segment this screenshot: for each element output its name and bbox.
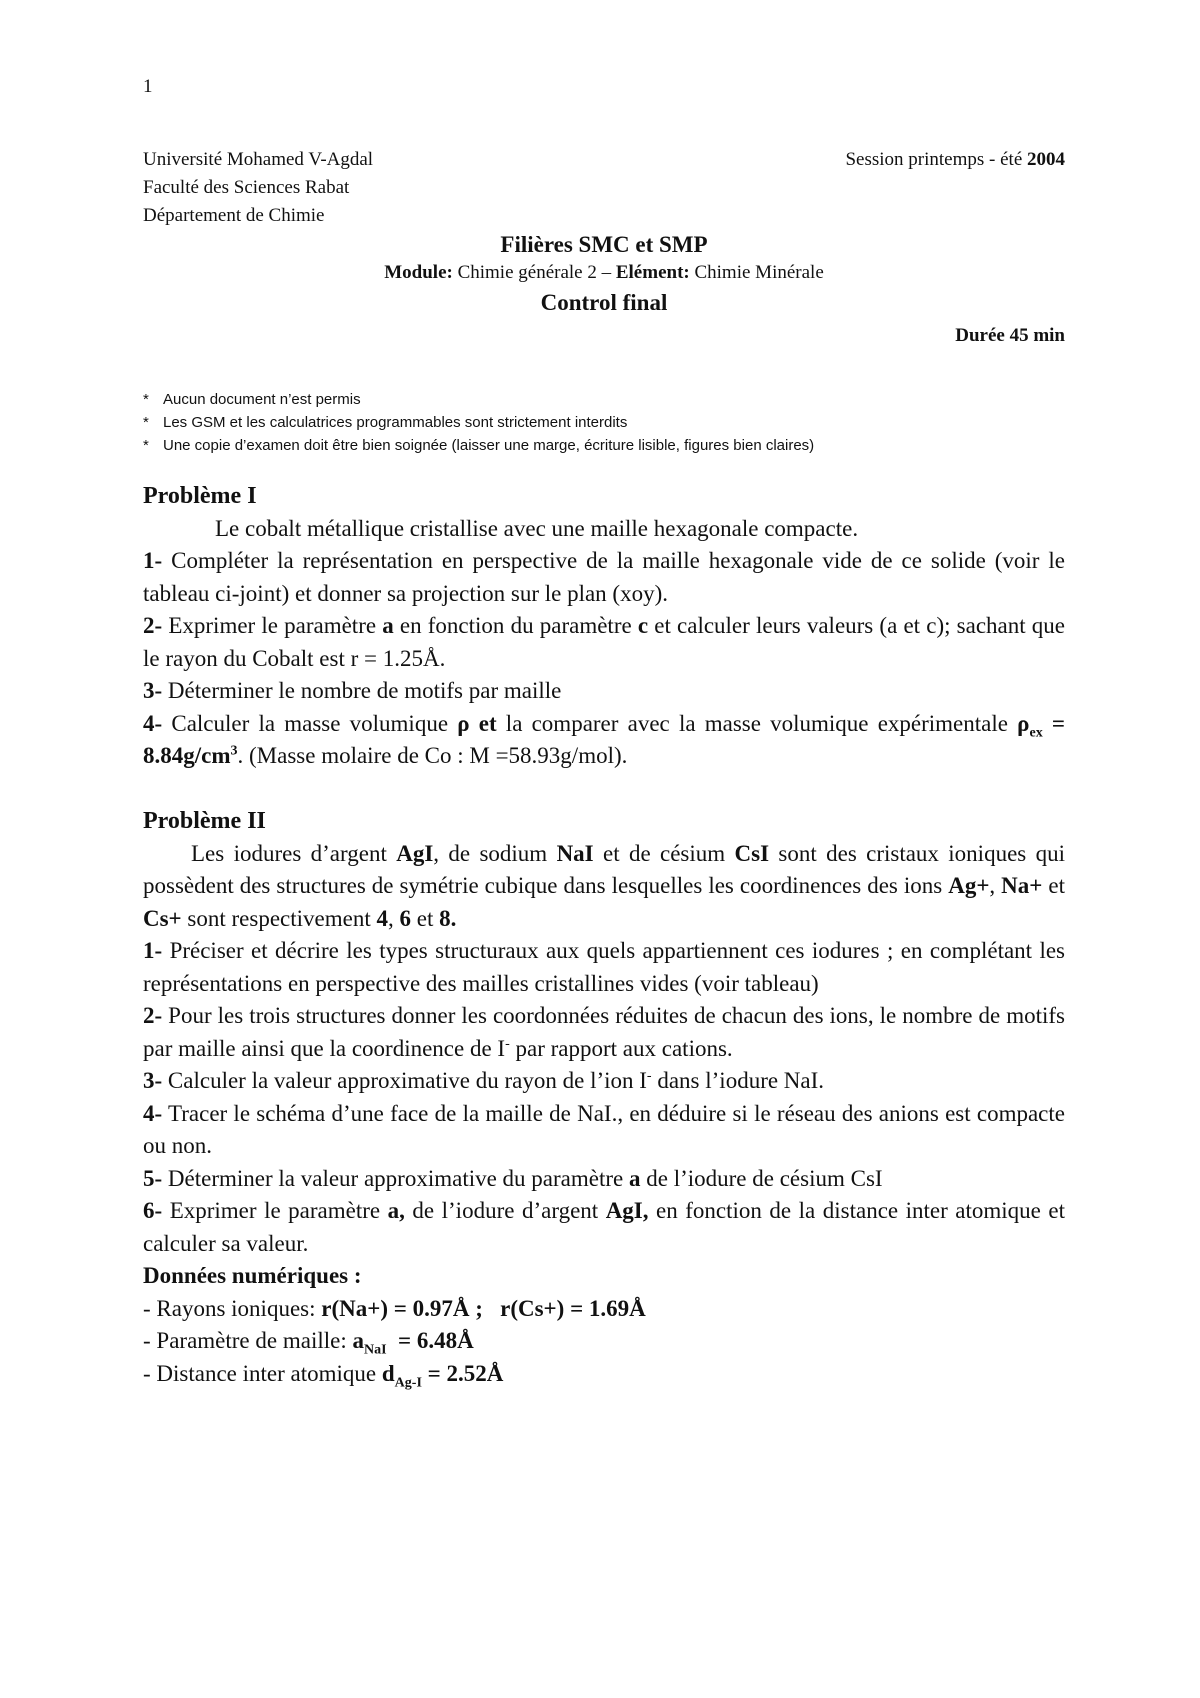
problem-1-question-3: 3- Déterminer le nombre de motifs par maille xyxy=(143,678,562,703)
rule-item: * Les GSM et les calculatrices programmables sont strictement interdits xyxy=(143,411,814,434)
problem-2-question-1: 1- Préciser et décrire les types structuraux aux quels appartiennent ces iodures ; en complétant les représentations en perspective des mailles cristallines vides (voir tableau) xyxy=(143,938,1065,996)
university-name: Université Mohamed V-Agdal xyxy=(143,149,374,170)
problem-2-question-5: 5- Déterminer la valeur approximative du paramètre a de l’iodure de césium CsI xyxy=(143,1165,883,1191)
numeric-data-title: Données numériques : xyxy=(143,1263,362,1288)
filieres-title: Filières SMC et SMP xyxy=(500,232,708,257)
exam-duration: Durée 45 min xyxy=(955,325,1065,346)
bullet-star-icon: * xyxy=(143,391,149,408)
institution-block xyxy=(143,146,373,230)
problem-1-title: Problème I xyxy=(143,483,257,509)
data-interatomic-distance: - Distance inter atomique $d_{Ag-I}$ = 2.52Å xyxy=(143,1360,504,1391)
module-label: Module: xyxy=(384,262,453,283)
problem-2 xyxy=(143,805,1065,1390)
department-name: Département de Chimie xyxy=(143,205,325,226)
problem-2-intro: Les iodures d’argent AgI, de sodium NaI et de césium CsI sont des cristaux ioniques qui possèdent des structures de symétrie cubique dans lesquelles les coordinences des ions Ag+, Na+ et Cs+ sont respectivement 4, 6 et 8. xyxy=(143,840,1065,931)
bullet-star-icon: * xyxy=(143,414,149,431)
rule-item: * Une copie d’examen doit être bien soignée (laisser une marge, écriture lisible, figures bien claires) xyxy=(143,434,814,457)
data-lattice-parameter: - Paramètre de maille: $a_{NaI}$ = 6.48Å xyxy=(143,1328,474,1358)
exam-rules xyxy=(143,388,814,457)
session-info xyxy=(845,146,1065,174)
page-number: 1 xyxy=(143,76,153,97)
problem-2-question-4: 4- Tracer le schéma d’une face de la maille de NaI., en déduire si le réseau des anions est compacte ou non. xyxy=(143,1100,1065,1158)
problem-1-question-1: 1- Compléter la représentation en perspective de la maille hexagonale vide de ce solide (voir le tableau ci-joint) et donner sa projection sur le plan (xoy). xyxy=(143,548,1065,606)
problem-1-intro: Le cobalt métallique cristallise avec une maille hexagonale compacte. xyxy=(215,515,859,541)
problem-2-question-6: 6- Exprimer le paramètre a, de l’iodure d’argent AgI, en fonction de la distance inter atomique et calculer sa valeur. xyxy=(143,1198,1065,1256)
problem-2-question-3: 3- Calculer la valeur approximative du rayon de l’ion I- dans l’iodure NaI. xyxy=(143,1068,825,1093)
exam-title: Control final xyxy=(540,290,668,315)
problem-2-title: Problème II xyxy=(143,808,266,834)
data-ionic-radii: - Rayons ioniques: r(Na+) = 0.97Å ; r(Cs+) = 1.69Å xyxy=(143,1295,646,1321)
rule-item: * Aucun document n’est permis xyxy=(143,388,814,411)
bullet-star-icon: * xyxy=(143,437,149,454)
session-year: 2004 xyxy=(1027,149,1065,170)
problem-1 xyxy=(143,480,1065,773)
faculty-name: Faculté des Sciences Rabat xyxy=(143,177,350,198)
module-line xyxy=(143,262,1065,284)
module-value: Chimie générale 2 – xyxy=(452,262,616,283)
element-label: Elément: xyxy=(615,262,690,283)
session-label: Session printemps - été xyxy=(845,149,1027,170)
problem-1-question-4: 4- Calculer la masse volumique ρ et la comparer avec la masse volumique expérimentale $\rho_{ex} = 8.84g/cm^3$. (Masse molaire de Co : M =58.93g/mol). xyxy=(143,710,1066,768)
problem-2-question-2: 2- Pour les trois structures donner les coordonnées réduites de chacun des ions, le nombre de motifs par maille ainsi que la coordinence de I- par rapport aux cations. xyxy=(143,1003,1065,1061)
problem-1-question-2: 2- Exprimer le paramètre a en fonction du paramètre c et calculer leurs valeurs (a et c); sachant que le rayon du Cobalt est r = 1.25Å. xyxy=(143,613,1065,671)
element-value: Chimie Minérale xyxy=(689,262,824,283)
